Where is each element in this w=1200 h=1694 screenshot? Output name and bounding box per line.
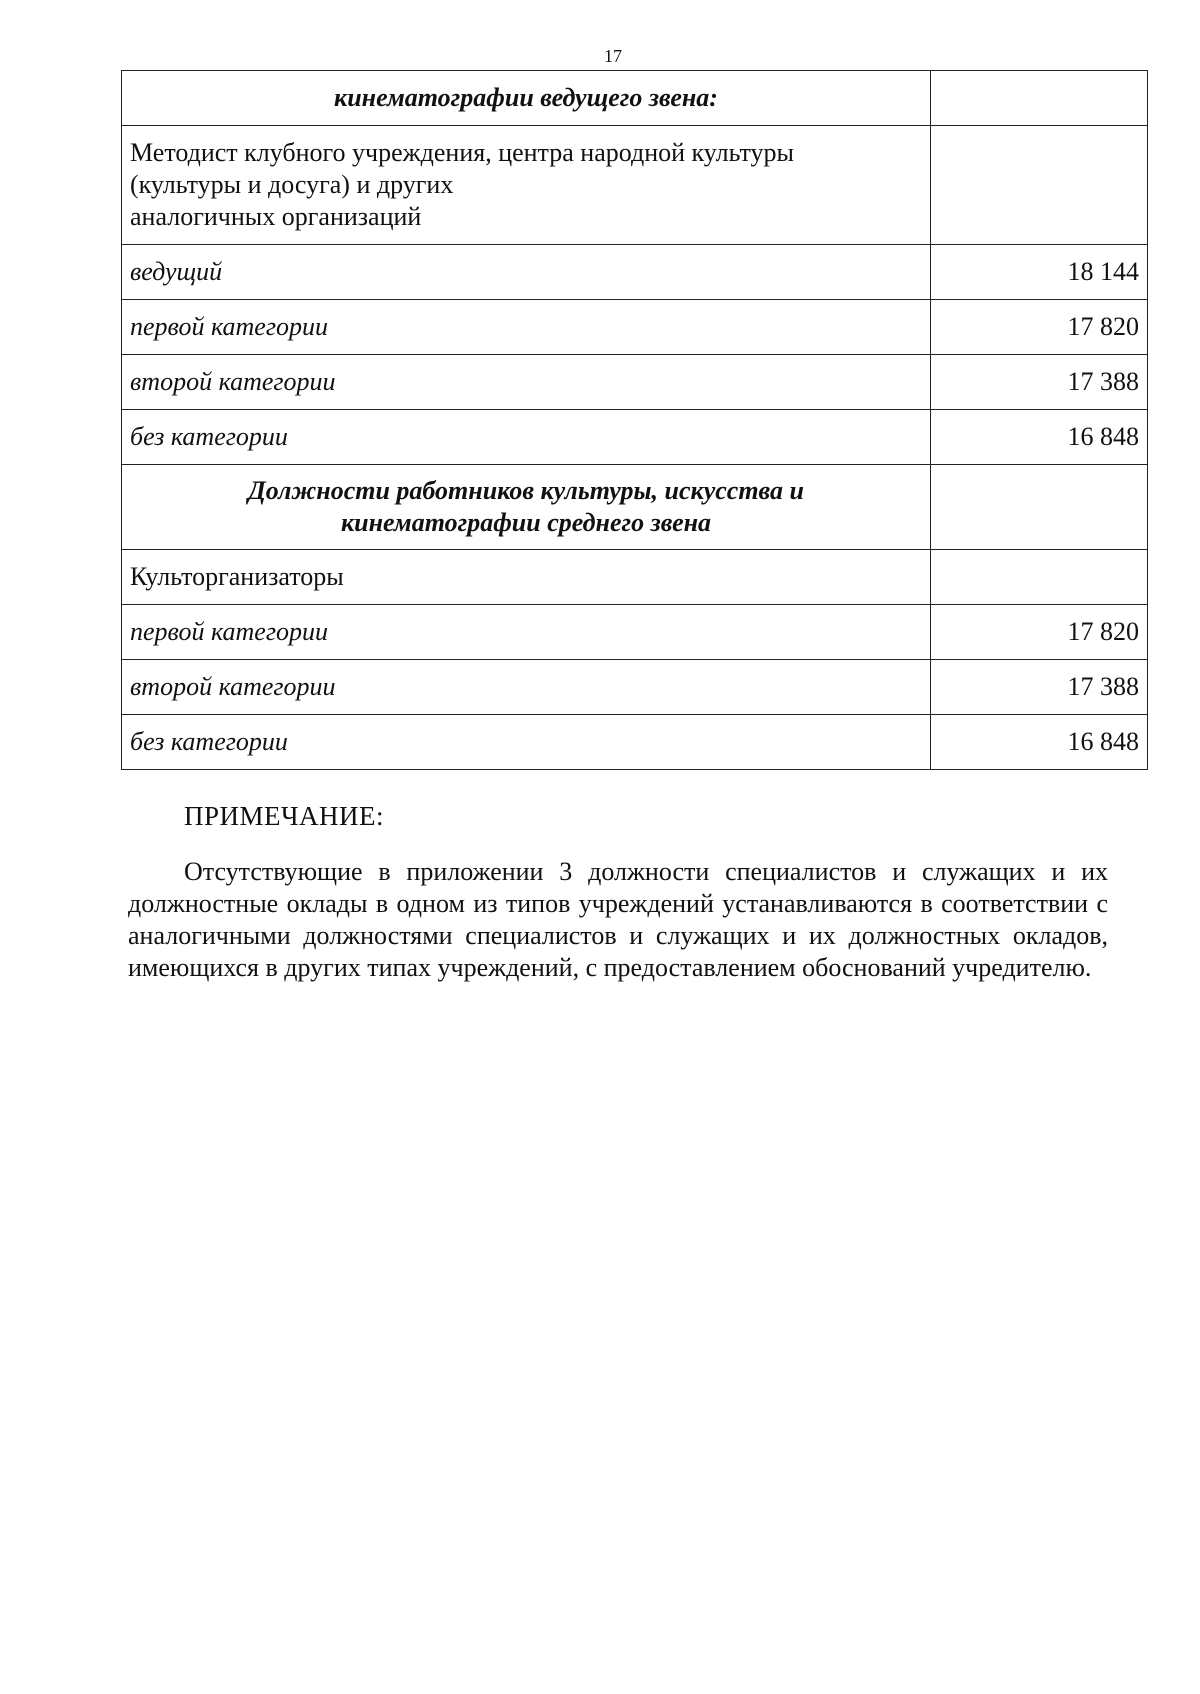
salary-value: 17 388 bbox=[931, 660, 1148, 715]
salary-value: 16 848 bbox=[931, 715, 1148, 770]
position-methodist bbox=[122, 126, 931, 245]
salary-value: 18 144 bbox=[931, 245, 1148, 300]
section-header-line: кинематографии среднего звена bbox=[340, 508, 712, 537]
table-row bbox=[122, 660, 1148, 715]
position-line: (культуры и досуга) и других bbox=[130, 170, 454, 199]
category-label: второй категории bbox=[122, 660, 931, 715]
category-label: первой категории bbox=[122, 605, 931, 660]
table-row bbox=[122, 410, 1148, 465]
salary-value: 17 820 bbox=[931, 300, 1148, 355]
position-line: аналогичных организаций bbox=[130, 202, 422, 231]
table-row-section-header bbox=[122, 71, 1148, 126]
salary-table bbox=[121, 70, 1148, 770]
note-text: Отсутствующие в приложении 3 должности специалистов и служащих и их должностные оклады в одном из типов учреждений устанавливаются в соответствии с аналогичными должностями специалистов и служащих и их должностных окладов, имеющихся в других типах учреждений, с предоставлением обоснований учредителю. bbox=[128, 857, 1108, 982]
table-row bbox=[122, 605, 1148, 660]
section-header-value-cell bbox=[931, 71, 1148, 126]
category-label: первой категории bbox=[122, 300, 931, 355]
table-row bbox=[122, 355, 1148, 410]
table-row bbox=[122, 715, 1148, 770]
table-row-position bbox=[122, 126, 1148, 245]
salary-value: 16 848 bbox=[931, 410, 1148, 465]
category-label: без категории bbox=[122, 715, 931, 770]
section-header-line: Должности работников культуры, искусства и bbox=[248, 476, 804, 505]
section-header-leading: кинематографии ведущего звена: bbox=[122, 71, 931, 126]
table-row bbox=[122, 300, 1148, 355]
salary-value: 17 388 bbox=[931, 355, 1148, 410]
section-header-value-cell bbox=[931, 465, 1148, 550]
table-row-section-header bbox=[122, 465, 1148, 550]
page-number: 17 bbox=[604, 46, 622, 66]
position-cultural-organizer: Культорганизаторы bbox=[122, 550, 931, 605]
table-row bbox=[122, 245, 1148, 300]
position-line: Методист клубного учреждения, центра народной культуры bbox=[130, 138, 794, 167]
table-row-position bbox=[122, 550, 1148, 605]
note-title: ПРИМЕЧАНИЕ: bbox=[184, 801, 385, 831]
position-value-cell bbox=[931, 550, 1148, 605]
section-header-middle bbox=[122, 465, 931, 550]
category-label: второй категории bbox=[122, 355, 931, 410]
category-label: ведущий bbox=[122, 245, 931, 300]
position-value-cell bbox=[931, 126, 1148, 245]
category-label: без категории bbox=[122, 410, 931, 465]
salary-value: 17 820 bbox=[931, 605, 1148, 660]
